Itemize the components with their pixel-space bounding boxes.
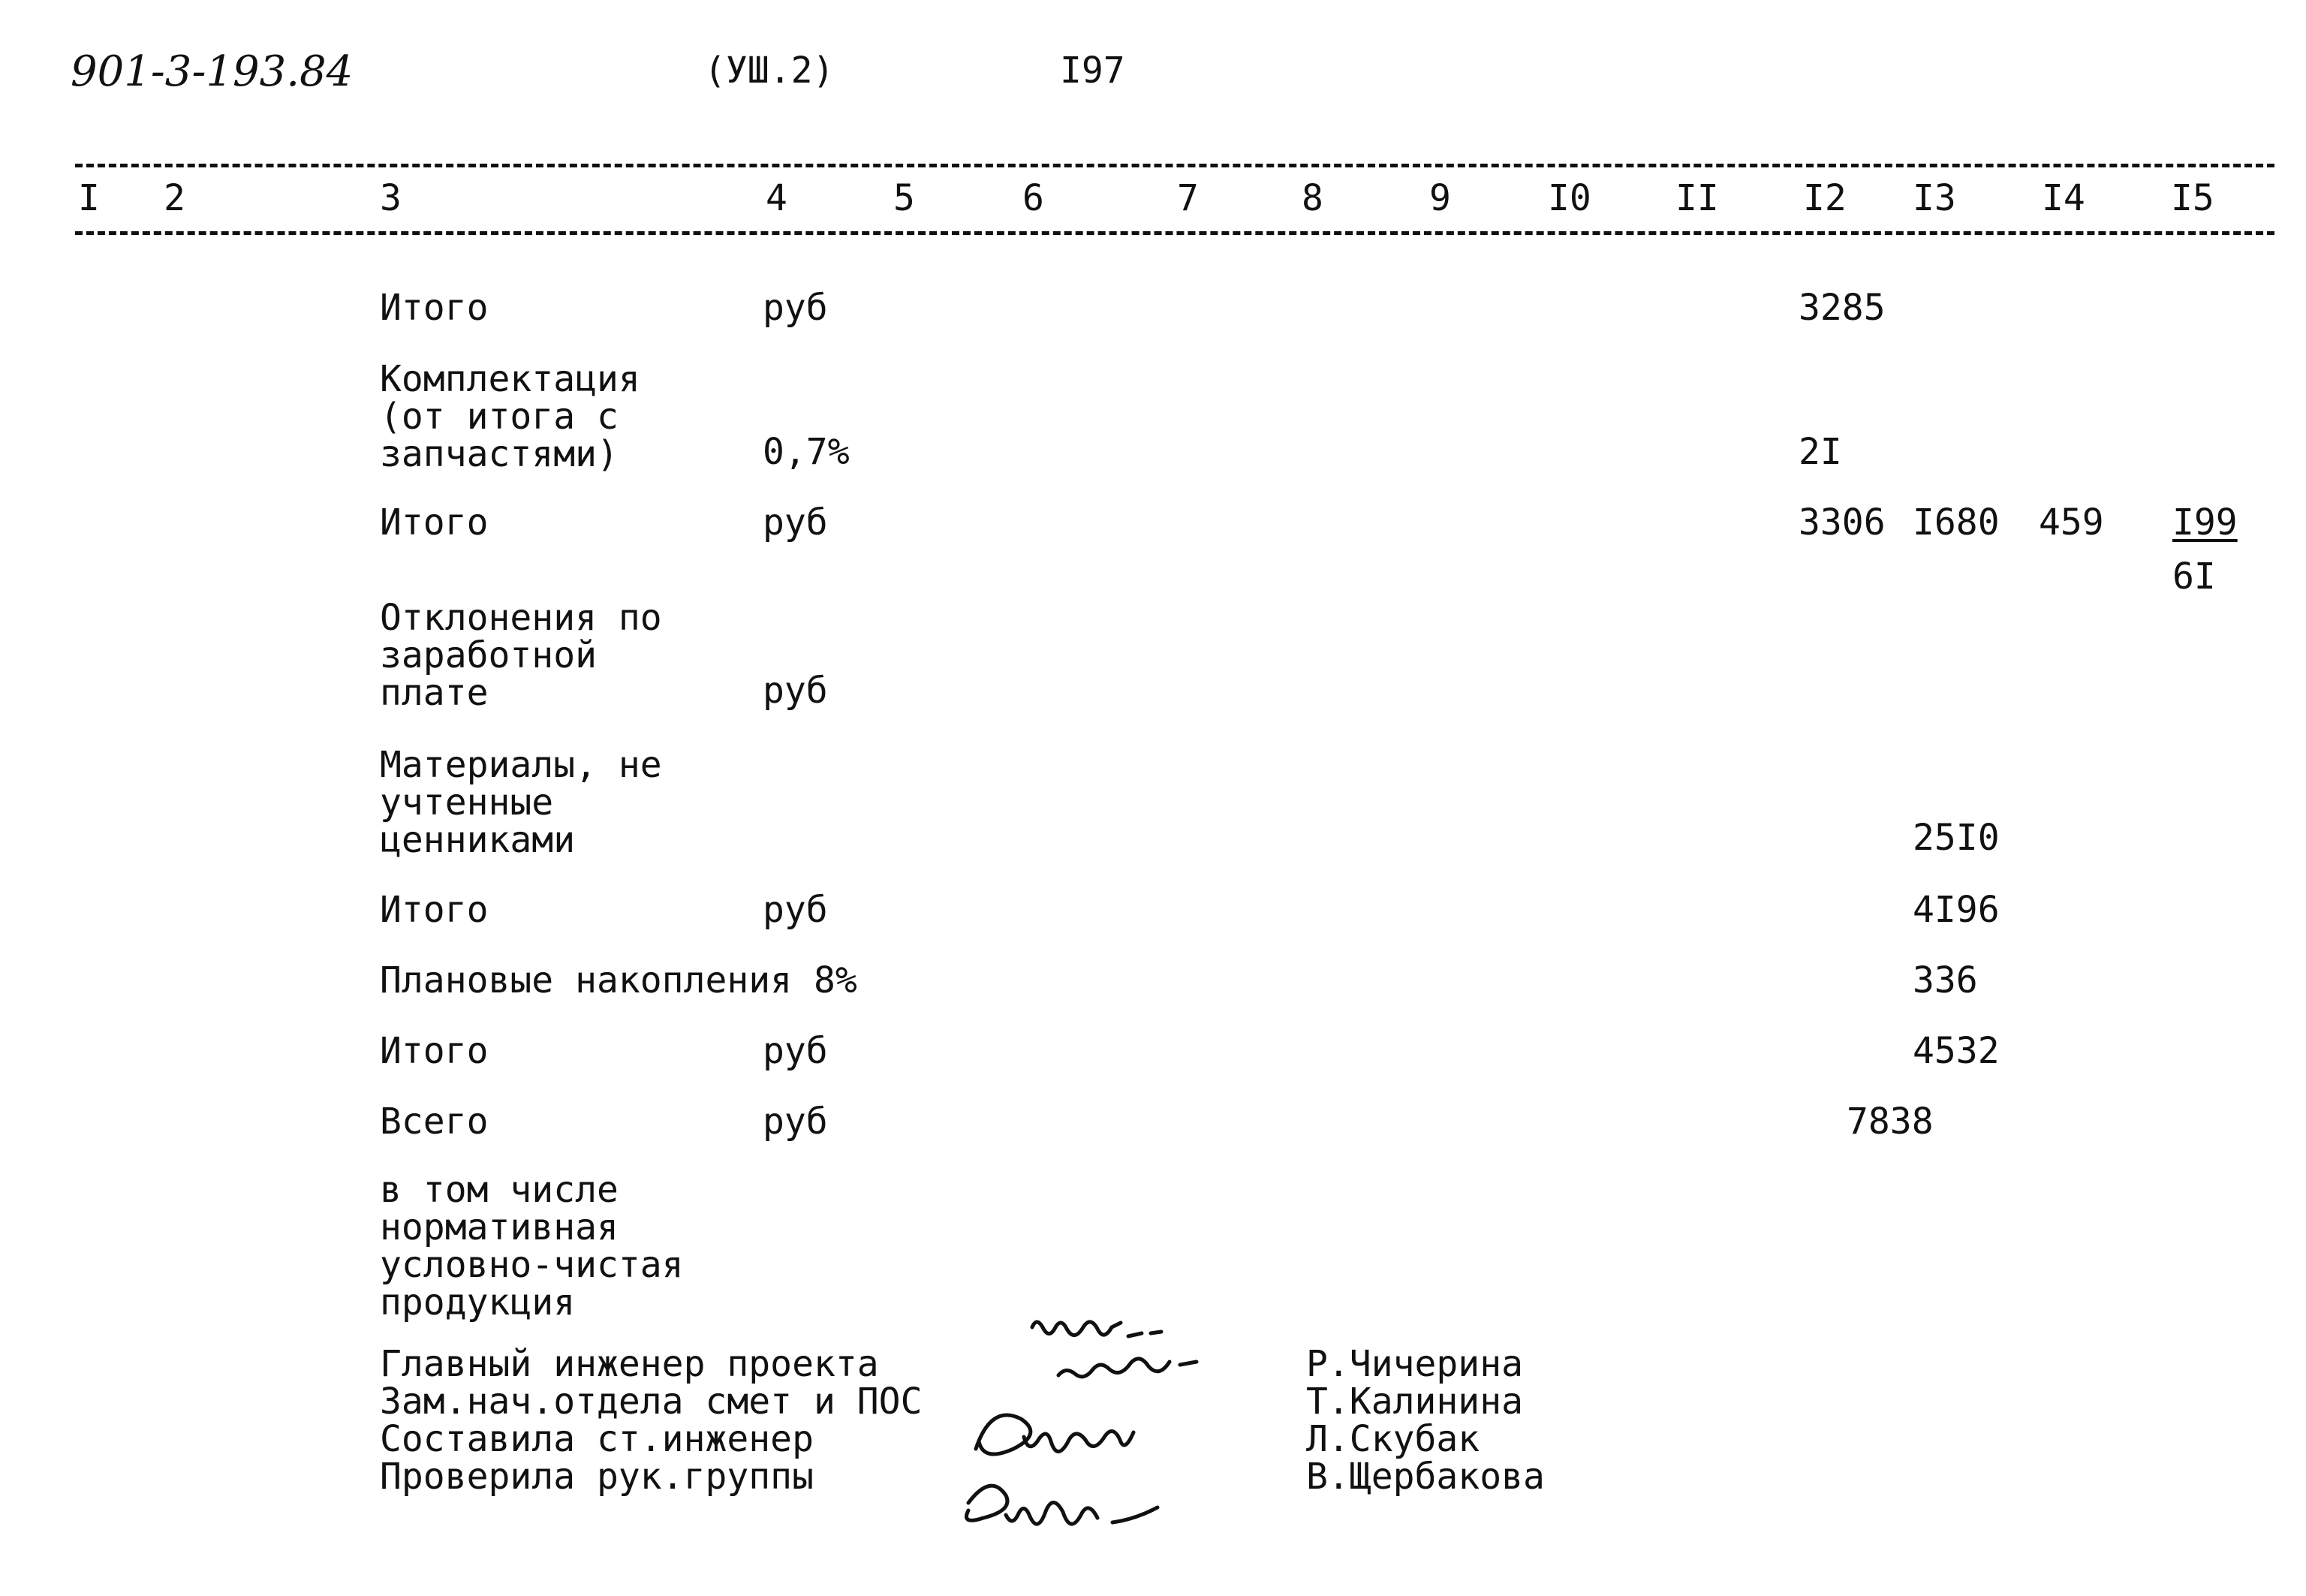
signature-chicherina [1032,1322,1161,1336]
row-unit: руб [763,1030,828,1072]
row-unit: руб [763,287,828,329]
row-unit: руб [763,889,828,931]
row-value: 2I [1799,431,1842,473]
signature-kalinina [1058,1359,1197,1377]
section-label: (УШ.2) [704,50,835,92]
row-value: 25I0 [1913,817,2000,859]
page-number: I97 [1060,50,1125,92]
column-header: I2 [1803,177,1847,219]
column-header: I4 [2042,177,2085,219]
row-value: 3306 [1799,501,1886,544]
row-label: в том числе нормативная условно-чистая продукция [380,1169,684,1323]
row-label: Плановые накопления 8% [380,959,857,1001]
row-label: Материалы, не учтенные ценниками [380,744,662,861]
row-label: Итого [380,501,489,544]
row-unit: руб [763,1101,828,1143]
signatory-names: Р.Чичерина Т.Калинина Л.Скубак В.Щербакова [1306,1343,1545,1498]
column-header: 4 [766,177,787,219]
column-header: I [78,177,100,219]
signature-shcherbakova [967,1486,1158,1524]
row-value: 336 [1913,959,1978,1001]
fraction-denominator: 6I [2172,556,2216,598]
document-code: 901-3-193.84 [71,47,354,96]
row-label: Итого [380,287,489,329]
row-unit: 0,7% [763,431,850,473]
signature-skubak [976,1415,1133,1454]
column-header: I0 [1548,177,1591,219]
row-label: Итого [380,889,489,931]
row-unit: руб [763,670,828,712]
grand-total: 7838 [1847,1101,1934,1143]
column-header: I3 [1913,177,1956,219]
column-header: 7 [1177,177,1199,219]
row-value: I680 [1913,501,2000,544]
column-header: 5 [893,177,915,219]
column-header: II [1675,177,1719,219]
signatory-titles: Главный инженер проекта Зам.нач.отдела смет и ПОС Составила ст.инженер Проверила рук.группы [380,1343,923,1498]
row-unit: руб [763,501,828,544]
column-header: I5 [2171,177,2214,219]
handwritten-signatures [953,1306,1269,1554]
header-top-rule [75,164,2274,167]
row-label: Итого [380,1030,489,1072]
row-value: 4I96 [1913,889,2000,931]
row-value: 3285 [1799,287,1886,329]
column-header: 2 [164,177,185,219]
column-header: 9 [1429,177,1451,219]
column-header: 8 [1302,177,1323,219]
row-label: Комплектация (от итога с запчастями) [380,358,640,475]
row-value: 459 [2039,501,2104,544]
header-bottom-rule [75,231,2274,235]
column-header: 6 [1022,177,1044,219]
column-header: 3 [380,177,402,219]
row-label: Всего [380,1101,489,1143]
row-value: 4532 [1913,1030,2000,1072]
fraction-numerator: I99 [2172,501,2238,544]
row-label: Отклонения по заработной плате [380,597,662,714]
